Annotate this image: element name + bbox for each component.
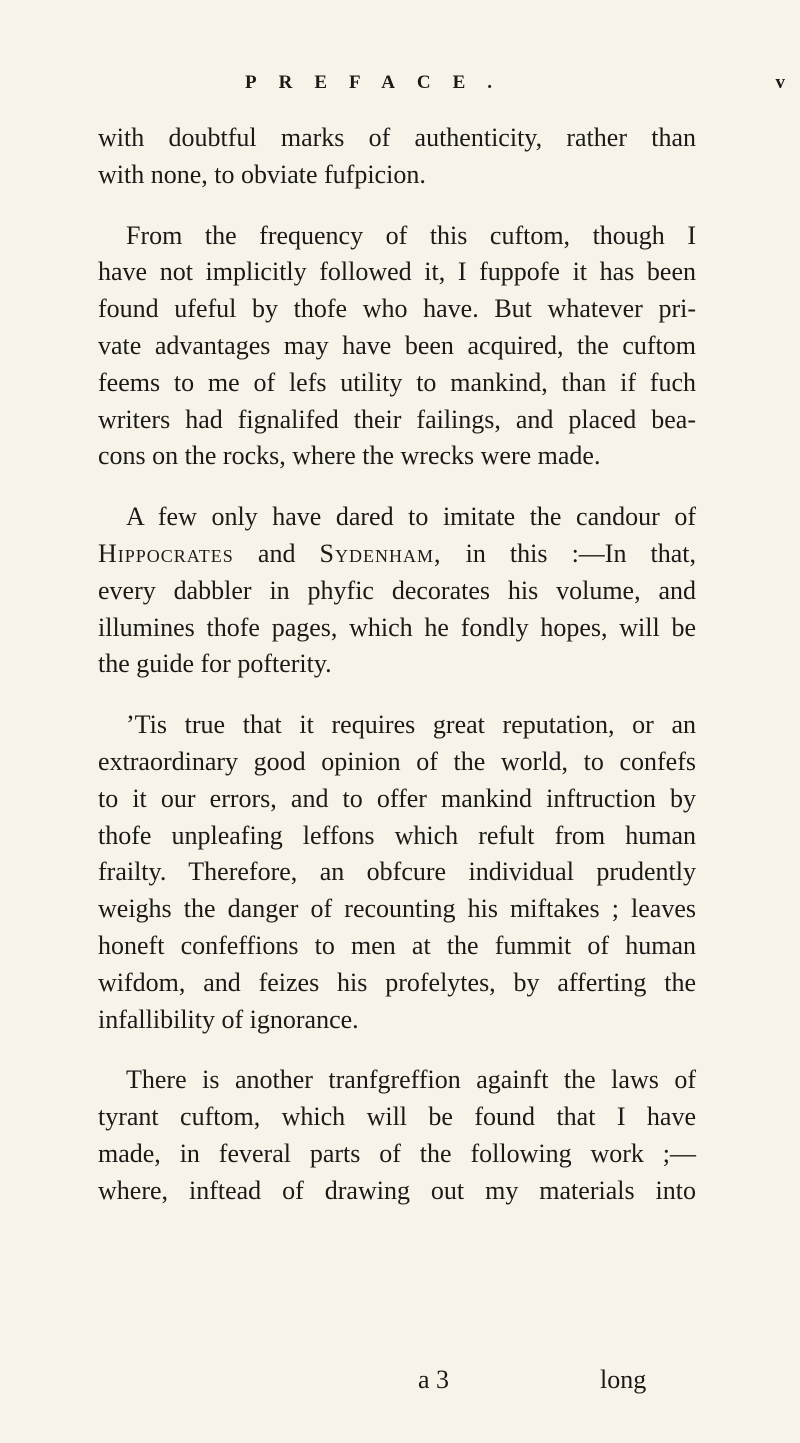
catchword: long <box>600 1365 647 1394</box>
text-line: infallibility of ignorance. <box>98 1004 359 1034</box>
text-line: writers had fignalifed their failings, and placed bea- <box>98 404 696 434</box>
text-line: extraordinary good opinion of the world, to confefs <box>98 746 696 776</box>
text-line: cons on the rocks, where the wrecks were made. <box>98 441 601 471</box>
paragraph <box>98 218 696 476</box>
text-line: every dabbler in phyfic decorates his volume, and <box>98 575 696 605</box>
text-line: From the frequency of this cuftom, though I <box>126 220 696 250</box>
page-number: v <box>775 72 785 93</box>
name-hippocrates: Hippocrates <box>98 538 234 568</box>
paragraph-continuation <box>98 120 696 194</box>
body-text <box>98 120 696 1210</box>
text-line <box>98 536 696 573</box>
text-line: honeft confeffions to men at the fummit of human <box>98 930 696 960</box>
running-head-title: PREFACE. <box>245 72 515 93</box>
text-fragment: and <box>257 538 296 568</box>
text-line: have not implicitly followed it, I fuppofe it has been <box>98 257 696 287</box>
text-line: wifdom, and feizes his profelytes, by afferting the <box>98 967 696 997</box>
text-line: vate advantages may have been acquired, the cuftom <box>98 330 696 360</box>
text-line: weighs the danger of recounting his miftakes ; leaves <box>98 894 696 924</box>
text-line: frailty. Therefore, an obfcure individual prudently <box>98 857 696 887</box>
text-line: with doubtful marks of authenticity, rather than <box>98 123 696 152</box>
text-line: feems to me of lefs utility to mankind, than if fuch <box>98 367 696 397</box>
text-line: tyrant cuftom, which will be found that I have <box>98 1102 696 1132</box>
text-line: made, in feveral parts of the following work ;— <box>98 1138 696 1168</box>
signature-mark: a 3 <box>418 1365 450 1394</box>
text-line: ’Tis true that it requires great reputation, or an <box>126 710 696 740</box>
running-head <box>245 72 785 102</box>
text-line: with none, to obviate fufpicion. <box>98 159 426 189</box>
text-line: illumines thofe pages, which he fondly hopes, will be <box>98 612 696 642</box>
paragraph <box>98 499 696 683</box>
text-line: There is another tranfgreffion againft the laws of <box>126 1065 696 1095</box>
paragraph <box>98 707 696 1038</box>
text-line: the guide for pofterity. <box>98 649 332 679</box>
text-line: to it our errors, and to offer mankind inftruction by <box>98 783 696 813</box>
text-line: where, inftead of drawing out my materials into <box>98 1175 696 1205</box>
paragraph <box>98 1062 696 1209</box>
name-sydenham: Sydenham, <box>319 538 442 568</box>
text-line: found ufeful by thofe who have. But whatever pri- <box>98 294 696 324</box>
text-line: thofe unpleafing leffons which refult from human <box>98 820 696 850</box>
text-line: A few only have dared to imitate the candour of <box>126 502 696 532</box>
text-fragment: in this :—In that, <box>465 538 697 568</box>
page-footer <box>0 1365 800 1401</box>
